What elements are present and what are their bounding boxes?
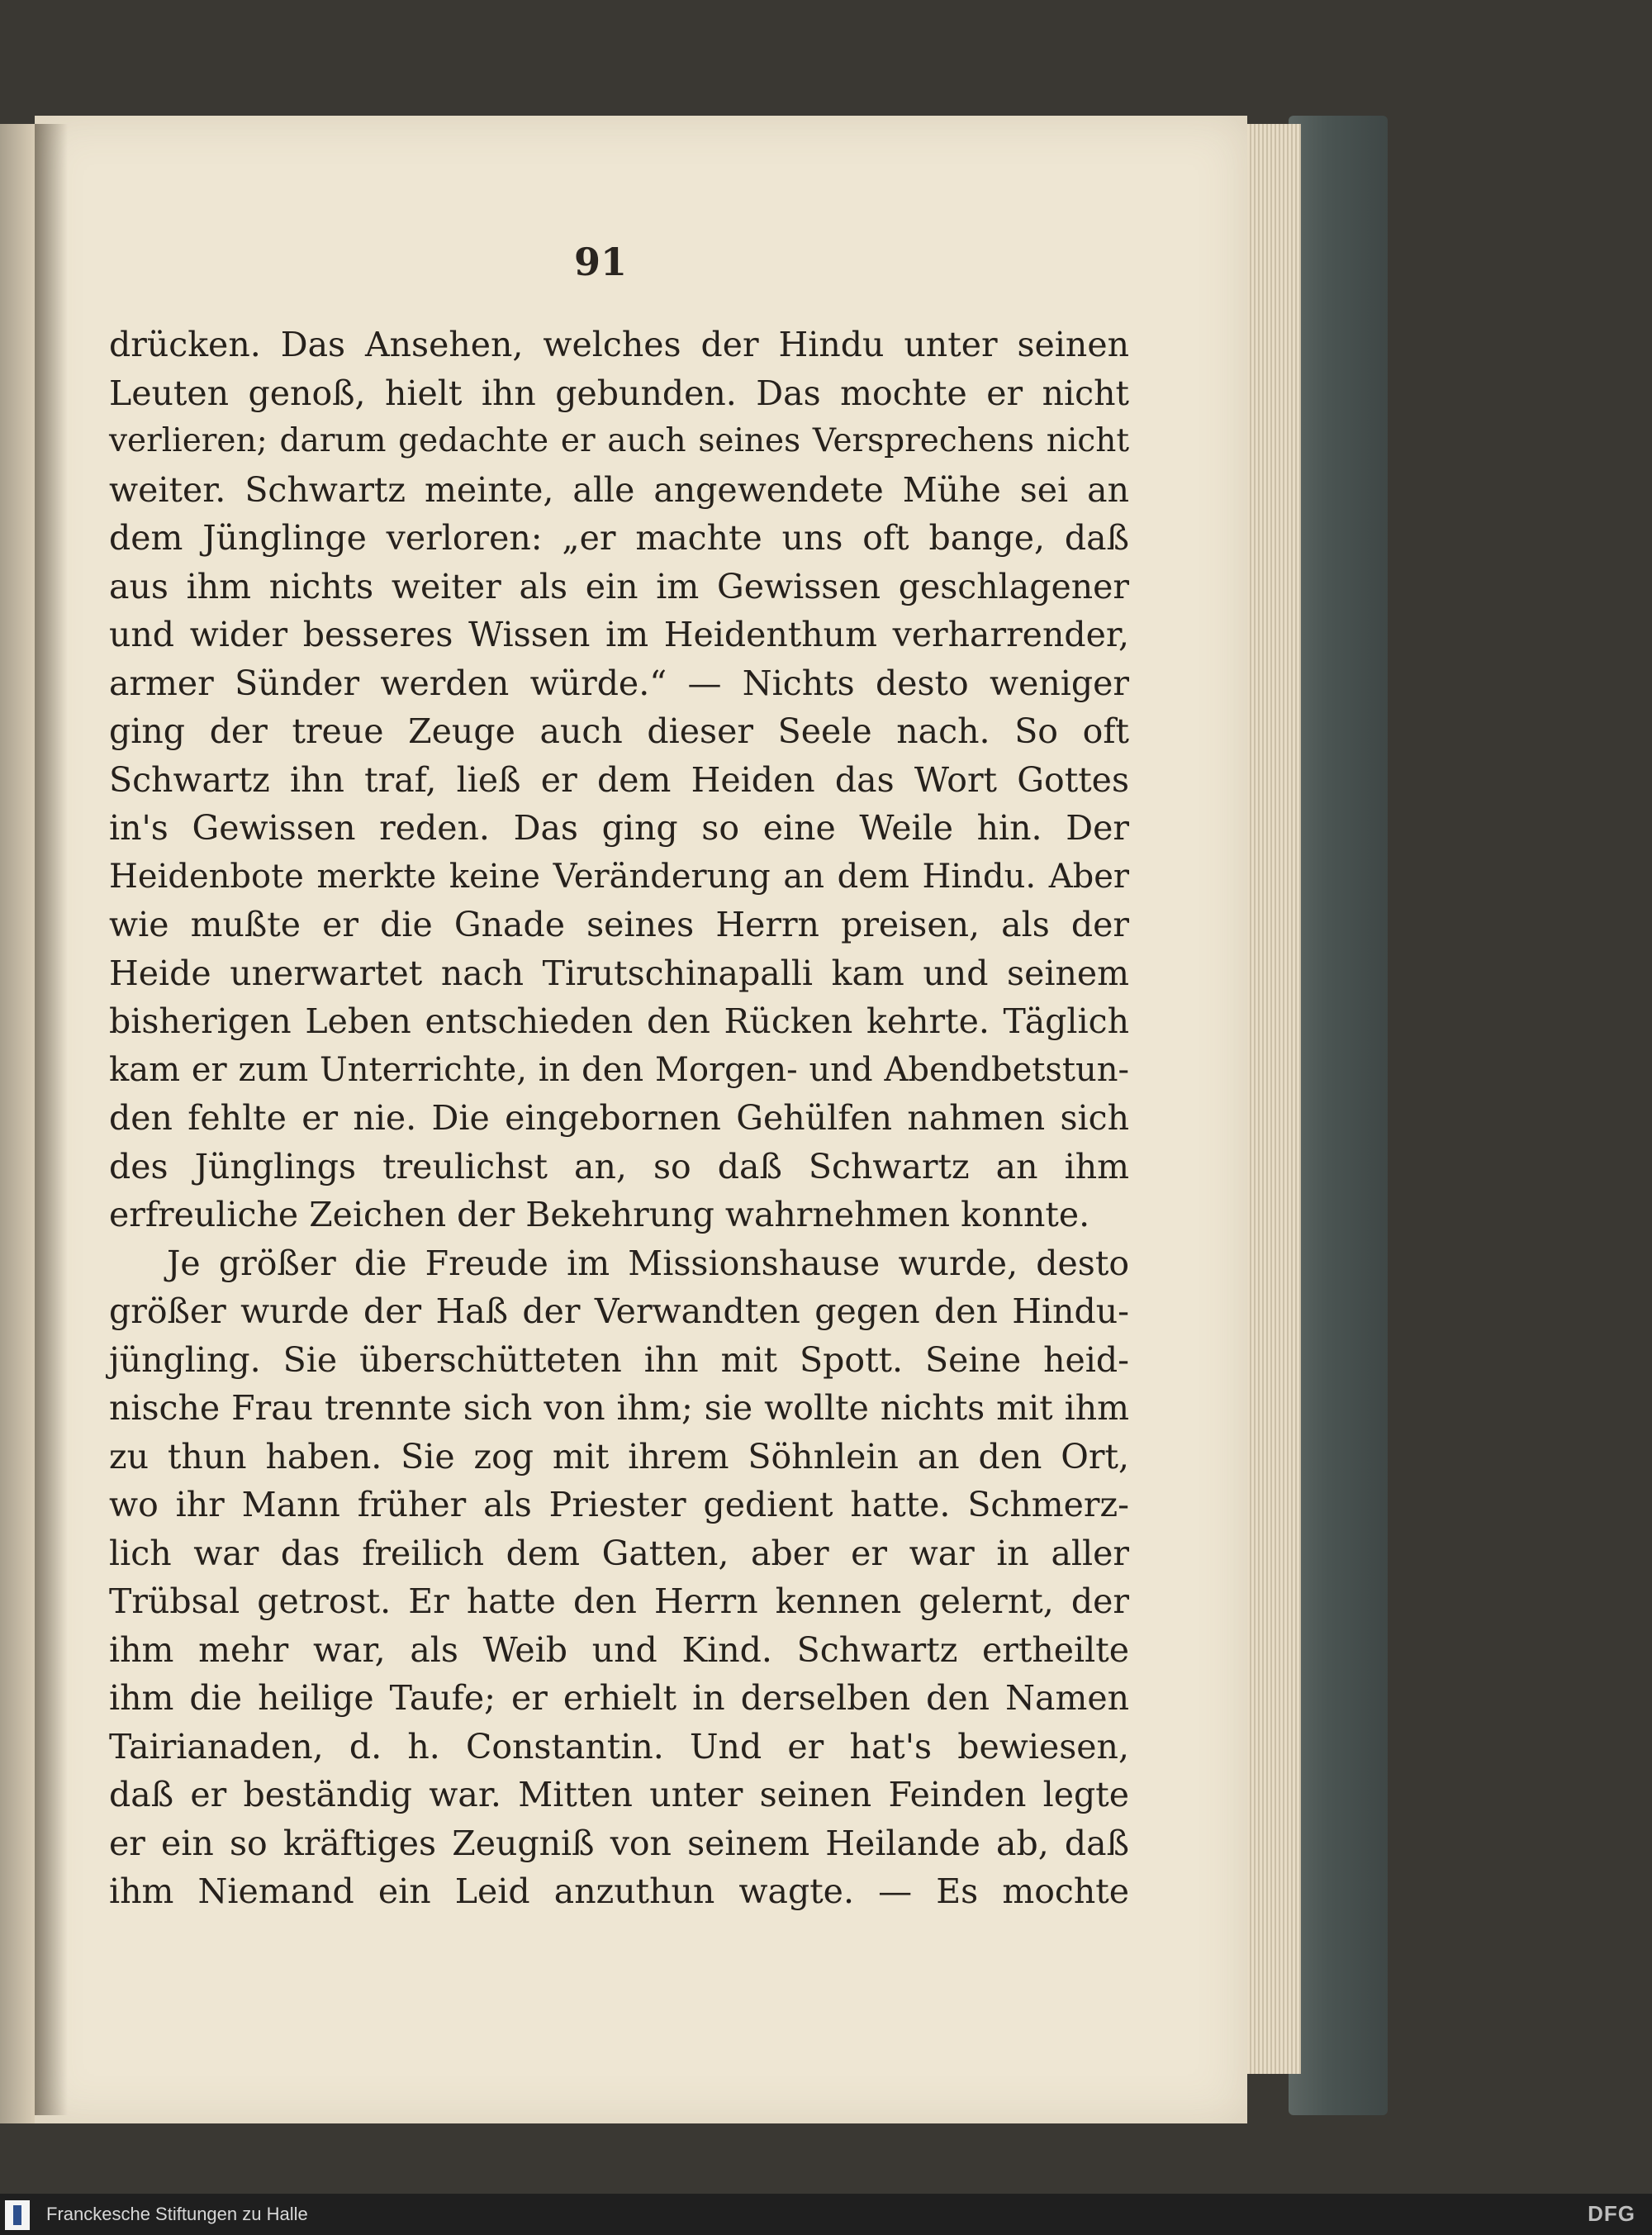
book-page	[35, 116, 1247, 2123]
text-line: ging der treue Zeuge auch dieser Seele nach. So oft	[109, 711, 1129, 751]
text-line: drücken. Das Ansehen, welches der Hindu unter seinen	[109, 325, 1129, 364]
institution-logo-icon	[5, 2200, 30, 2230]
text-line: weiter. Schwartz meinte, alle angewendete Mühe sei an	[109, 469, 1129, 510]
text-line: kam er zum Unterrichte, in den Morgen- und Abendbetstun-	[109, 1050, 1129, 1089]
text-line: Schwartz ihn traf, ließ er dem Heiden das Wort Gottes	[109, 759, 1129, 800]
text-line: Tairianaden, d. h. Constantin. Und er hat's bewiesen,	[109, 1726, 1129, 1767]
text-line: erfreuliche Zeichen der Bekehrung wahrnehmen konnte.	[109, 1195, 1090, 1234]
text-line: des Jünglings treulichst an, so daß Schwartz an ihm	[109, 1146, 1129, 1186]
dfg-logo: DFG	[1588, 2201, 1635, 2226]
text-line: Heide unerwartet nach Tirutschinapalli kam und seinem	[109, 953, 1129, 993]
page-number: 91	[573, 240, 627, 284]
text-line: wo ihr Mann früher als Priester gedient hatte. Schmerz-	[109, 1485, 1129, 1524]
facing-page-edge	[0, 124, 35, 2123]
text-line: daß er beständig war. Mitten unter seinen Feinden legte	[109, 1775, 1129, 1814]
text-line: zu thun haben. Sie zog mit ihrem Söhnlein an den Ort,	[109, 1436, 1129, 1477]
page-body-text	[109, 321, 1129, 1916]
page-edges	[1243, 124, 1301, 2074]
text-line: in's Gewissen reden. Das ging so eine Weile hin. Der	[109, 808, 1129, 848]
text-line: Trübsal getrost. Er hatte den Herrn kennen gelernt, der	[109, 1581, 1129, 1621]
text-line: lich war das freilich dem Gatten, aber er war in aller	[109, 1533, 1129, 1573]
text-line: verlieren; darum gedachte er auch seines Versprechens nicht	[109, 422, 1129, 459]
text-line: ihm mehr war, als Weib und Kind. Schwartz ertheilte	[109, 1629, 1129, 1670]
text-line: und wider besseres Wissen im Heidenthum verharrender,	[109, 615, 1129, 654]
text-line: nische Frau trennte sich von ihm; sie wollte nichts mit ihm	[109, 1388, 1129, 1428]
book-cover-edge	[1289, 116, 1388, 2115]
text-line: Je größer die Freude im Missionshause wurde, desto	[167, 1243, 1129, 1283]
institution-name: Franckesche Stiftungen zu Halle	[46, 2204, 308, 2224]
text-line: armer Sünder werden würde.“ — Nichts desto weniger	[109, 663, 1129, 703]
text-line: bisherigen Leben entschieden den Rücken kehrte. Täglich	[109, 1001, 1129, 1041]
text-line: ihm Niemand ein Leid anzuthun wagte. — Es mochte	[109, 1871, 1129, 1911]
footer-bar	[0, 2194, 1652, 2235]
text-line: den fehlte er nie. Die eingebornen Gehülfen nahmen sich	[109, 1098, 1129, 1138]
text-line: jüngling. Sie überschütteten ihn mit Spott. Seine heid-	[109, 1339, 1129, 1380]
text-line: wie mußte er die Gnade seines Herrn preisen, als der	[109, 905, 1129, 944]
text-line: aus ihm nichts weiter als ein im Gewissen geschlagener	[109, 566, 1129, 606]
spine-shadow	[35, 124, 68, 2115]
text-line: größer wurde der Haß der Verwandten gegen den Hindu-	[109, 1291, 1129, 1331]
text-line: dem Jünglinge verloren: „er machte uns oft bange, daß	[109, 518, 1129, 558]
text-line: er ein so kräftiges Zeugniß von seinem Heilande ab, daß	[109, 1823, 1129, 1863]
text-line: Heidenbote merkte keine Veränderung an dem Hindu. Aber	[109, 857, 1129, 896]
text-line: ihm die heilige Taufe; er erhielt in derselben den Namen	[109, 1678, 1129, 1718]
text-line: Leuten genoß, hielt ihn gebunden. Das mochte er nicht	[109, 373, 1129, 413]
